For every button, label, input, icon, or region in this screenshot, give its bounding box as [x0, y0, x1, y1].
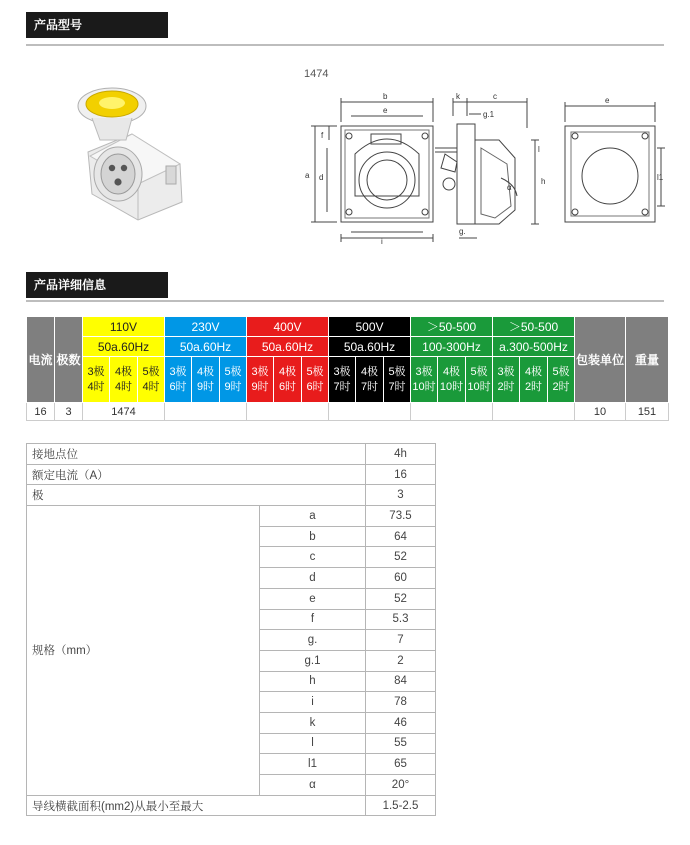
cell-empty — [493, 403, 575, 421]
pole-count: 4极 — [360, 365, 379, 378]
dimension-rows — [27, 506, 436, 796]
freq-gt50-b: a.300-500Hz — [493, 337, 575, 357]
pole-count: 3极 — [251, 365, 269, 378]
spec-label-poles: 极 — [27, 485, 366, 506]
pole-cell — [466, 357, 493, 403]
dim-key: f — [260, 609, 366, 630]
pole-cell — [302, 357, 329, 403]
dim-key: c — [260, 547, 366, 568]
pole-cell — [83, 357, 110, 403]
freq-gt50-a: 100-300Hz — [411, 337, 493, 357]
voltage-400v: 400V — [247, 317, 329, 337]
voltage-230v: 230V — [165, 317, 247, 337]
pole-count: 5极 — [142, 365, 160, 378]
dim-label-alpha: α — [507, 183, 512, 192]
clock-position: 7时 — [333, 380, 351, 393]
pole-cell — [438, 357, 466, 403]
pole-count: 3极 — [169, 365, 187, 378]
dim-label-e: e — [383, 106, 388, 115]
pole-position-row — [27, 357, 669, 403]
dim-value: 2 — [366, 650, 436, 671]
spec-value-wire: 1.5-2.5 — [366, 795, 436, 816]
voltage-500v: 500V — [329, 317, 411, 337]
dim-key: g.1 — [260, 650, 366, 671]
cell-pack-unit: 10 — [575, 403, 626, 421]
cell-weight: 151 — [626, 403, 669, 421]
clock-position: 9时 — [196, 380, 215, 393]
voltage-gt50-a: ＞50-500 — [411, 317, 493, 337]
pole-count: 3极 — [497, 365, 515, 378]
header-pack-unit: 包装单位 — [575, 317, 626, 403]
dim-value: 20° — [366, 775, 436, 796]
pole-count: 4极 — [196, 365, 215, 378]
dim-key: e — [260, 588, 366, 609]
cell-empty — [165, 403, 247, 421]
table-row — [27, 464, 436, 485]
dim-value: 46 — [366, 712, 436, 733]
dim-label-l1: l1 — [657, 173, 664, 182]
cell-model: 1474 — [83, 403, 165, 421]
clock-position: 10时 — [439, 380, 464, 393]
spec-value-current: 16 — [366, 464, 436, 485]
clock-position: 4时 — [142, 380, 160, 393]
clock-position: 10时 — [467, 380, 491, 393]
dim-key: l1 — [260, 754, 366, 775]
dim-key: a — [260, 506, 366, 527]
cell-empty — [411, 403, 493, 421]
dim-value: 65 — [366, 754, 436, 775]
pole-count: 4极 — [442, 365, 461, 378]
voltage-110v: 110V — [83, 317, 165, 337]
clock-position: 4时 — [87, 380, 105, 393]
header-weight: 重量 — [626, 317, 669, 403]
dim-value: 5.3 — [366, 609, 436, 630]
clock-position: 2时 — [524, 380, 543, 393]
pole-cell — [384, 357, 411, 403]
pole-count: 5极 — [470, 365, 488, 378]
pole-cell — [493, 357, 520, 403]
dim-value: 73.5 — [366, 506, 436, 527]
clock-position: 6时 — [306, 380, 324, 393]
product-photo — [70, 82, 200, 222]
pole-count: 4极 — [114, 365, 133, 378]
dim-value: 84 — [366, 671, 436, 692]
dim-key: α — [260, 775, 366, 796]
dim-label-i: i — [381, 237, 383, 246]
dim-label-a: a — [305, 171, 310, 180]
section-header-product-details — [26, 272, 168, 298]
freq-230v: 50a.60Hz — [165, 337, 247, 357]
table-row — [27, 795, 436, 816]
dim-value: 60 — [366, 568, 436, 589]
dim-label-c: c — [493, 92, 497, 101]
dim-value: 52 — [366, 588, 436, 609]
pole-count: 5极 — [224, 365, 242, 378]
clock-position: 9时 — [224, 380, 242, 393]
clock-position: 6时 — [278, 380, 297, 393]
model-label: 1474 — [304, 68, 329, 80]
header-poles: 极数 — [55, 317, 83, 403]
cell-empty — [329, 403, 411, 421]
spec-value-poles: 3 — [366, 485, 436, 506]
dim-label-l: l — [538, 145, 540, 154]
pole-count: 5极 — [306, 365, 324, 378]
clock-position: 7时 — [388, 380, 406, 393]
pole-count: 4极 — [524, 365, 543, 378]
dim-key: k — [260, 712, 366, 733]
pole-cell — [329, 357, 356, 403]
dim-value: 52 — [366, 547, 436, 568]
pole-count: 5极 — [388, 365, 406, 378]
spec-label-ground: 接地点位 — [27, 444, 366, 465]
dim-key: g. — [260, 630, 366, 651]
spec-value-ground: 4h — [366, 444, 436, 465]
clock-position: 10时 — [412, 380, 436, 393]
voltage-gt50-b: ＞50-500 — [493, 317, 575, 337]
dim-label-b: b — [383, 92, 388, 101]
dim-value: 78 — [366, 692, 436, 713]
freq-500v: 50a.60Hz — [329, 337, 411, 357]
cell-current: 16 — [27, 403, 55, 421]
clock-position: 4时 — [114, 380, 133, 393]
pole-count: 4极 — [278, 365, 297, 378]
clock-position: 2时 — [497, 380, 515, 393]
pole-cell — [274, 357, 302, 403]
dim-label-e-back: e — [605, 96, 610, 105]
table-row — [27, 444, 436, 465]
pole-cell — [520, 357, 548, 403]
pole-cell — [356, 357, 384, 403]
dim-key: h — [260, 671, 366, 692]
pole-cell — [220, 357, 247, 403]
section-header-product-model — [26, 12, 168, 38]
dim-key: b — [260, 526, 366, 547]
pole-cell — [110, 357, 138, 403]
dim-label-h: h — [541, 177, 546, 186]
table-row — [27, 403, 669, 421]
table-row — [27, 506, 436, 527]
dim-key: l — [260, 733, 366, 754]
dim-value: 7 — [366, 630, 436, 651]
dim-label-k: k — [456, 92, 460, 101]
header-current: 电流 — [27, 317, 55, 403]
section-divider — [26, 44, 664, 46]
dim-label-f: f — [321, 131, 324, 140]
section-title: 产品详细信息 — [34, 278, 107, 292]
technical-drawing — [285, 88, 670, 248]
spec-label-current: 额定电流（A） — [27, 464, 366, 485]
cell-poles: 3 — [55, 403, 83, 421]
pole-cell — [247, 357, 274, 403]
pole-cell — [192, 357, 220, 403]
clock-position: 9时 — [251, 380, 269, 393]
freq-110v: 50a.60Hz — [83, 337, 165, 357]
dim-label-g: g. — [459, 227, 466, 236]
table-row — [27, 485, 436, 506]
clock-position: 2时 — [552, 380, 570, 393]
pole-count: 3极 — [333, 365, 351, 378]
dim-value: 55 — [366, 733, 436, 754]
pole-cell — [138, 357, 165, 403]
freq-400v: 50a.60Hz — [247, 337, 329, 357]
pole-cell — [165, 357, 192, 403]
clock-position: 6时 — [169, 380, 187, 393]
pole-count: 5极 — [552, 365, 570, 378]
pole-cell — [411, 357, 438, 403]
spec-table — [26, 443, 436, 816]
dim-label-d: d — [319, 173, 324, 182]
clock-position: 7时 — [360, 380, 379, 393]
voltage-variant-table — [26, 316, 669, 421]
section-divider — [26, 300, 664, 302]
pole-count: 3极 — [415, 365, 433, 378]
dim-value: 64 — [366, 526, 436, 547]
spec-label-wire: 导线横截面积(mm2)从最小至最大 — [27, 795, 366, 816]
dim-key: d — [260, 568, 366, 589]
dim-key: i — [260, 692, 366, 713]
pole-cell — [548, 357, 575, 403]
dim-label-g1: g.1 — [483, 110, 495, 119]
spec-label-size: 规格（mm） — [27, 506, 260, 796]
cell-empty — [247, 403, 329, 421]
pole-count: 3极 — [87, 365, 105, 378]
section-title: 产品型号 — [34, 18, 83, 32]
